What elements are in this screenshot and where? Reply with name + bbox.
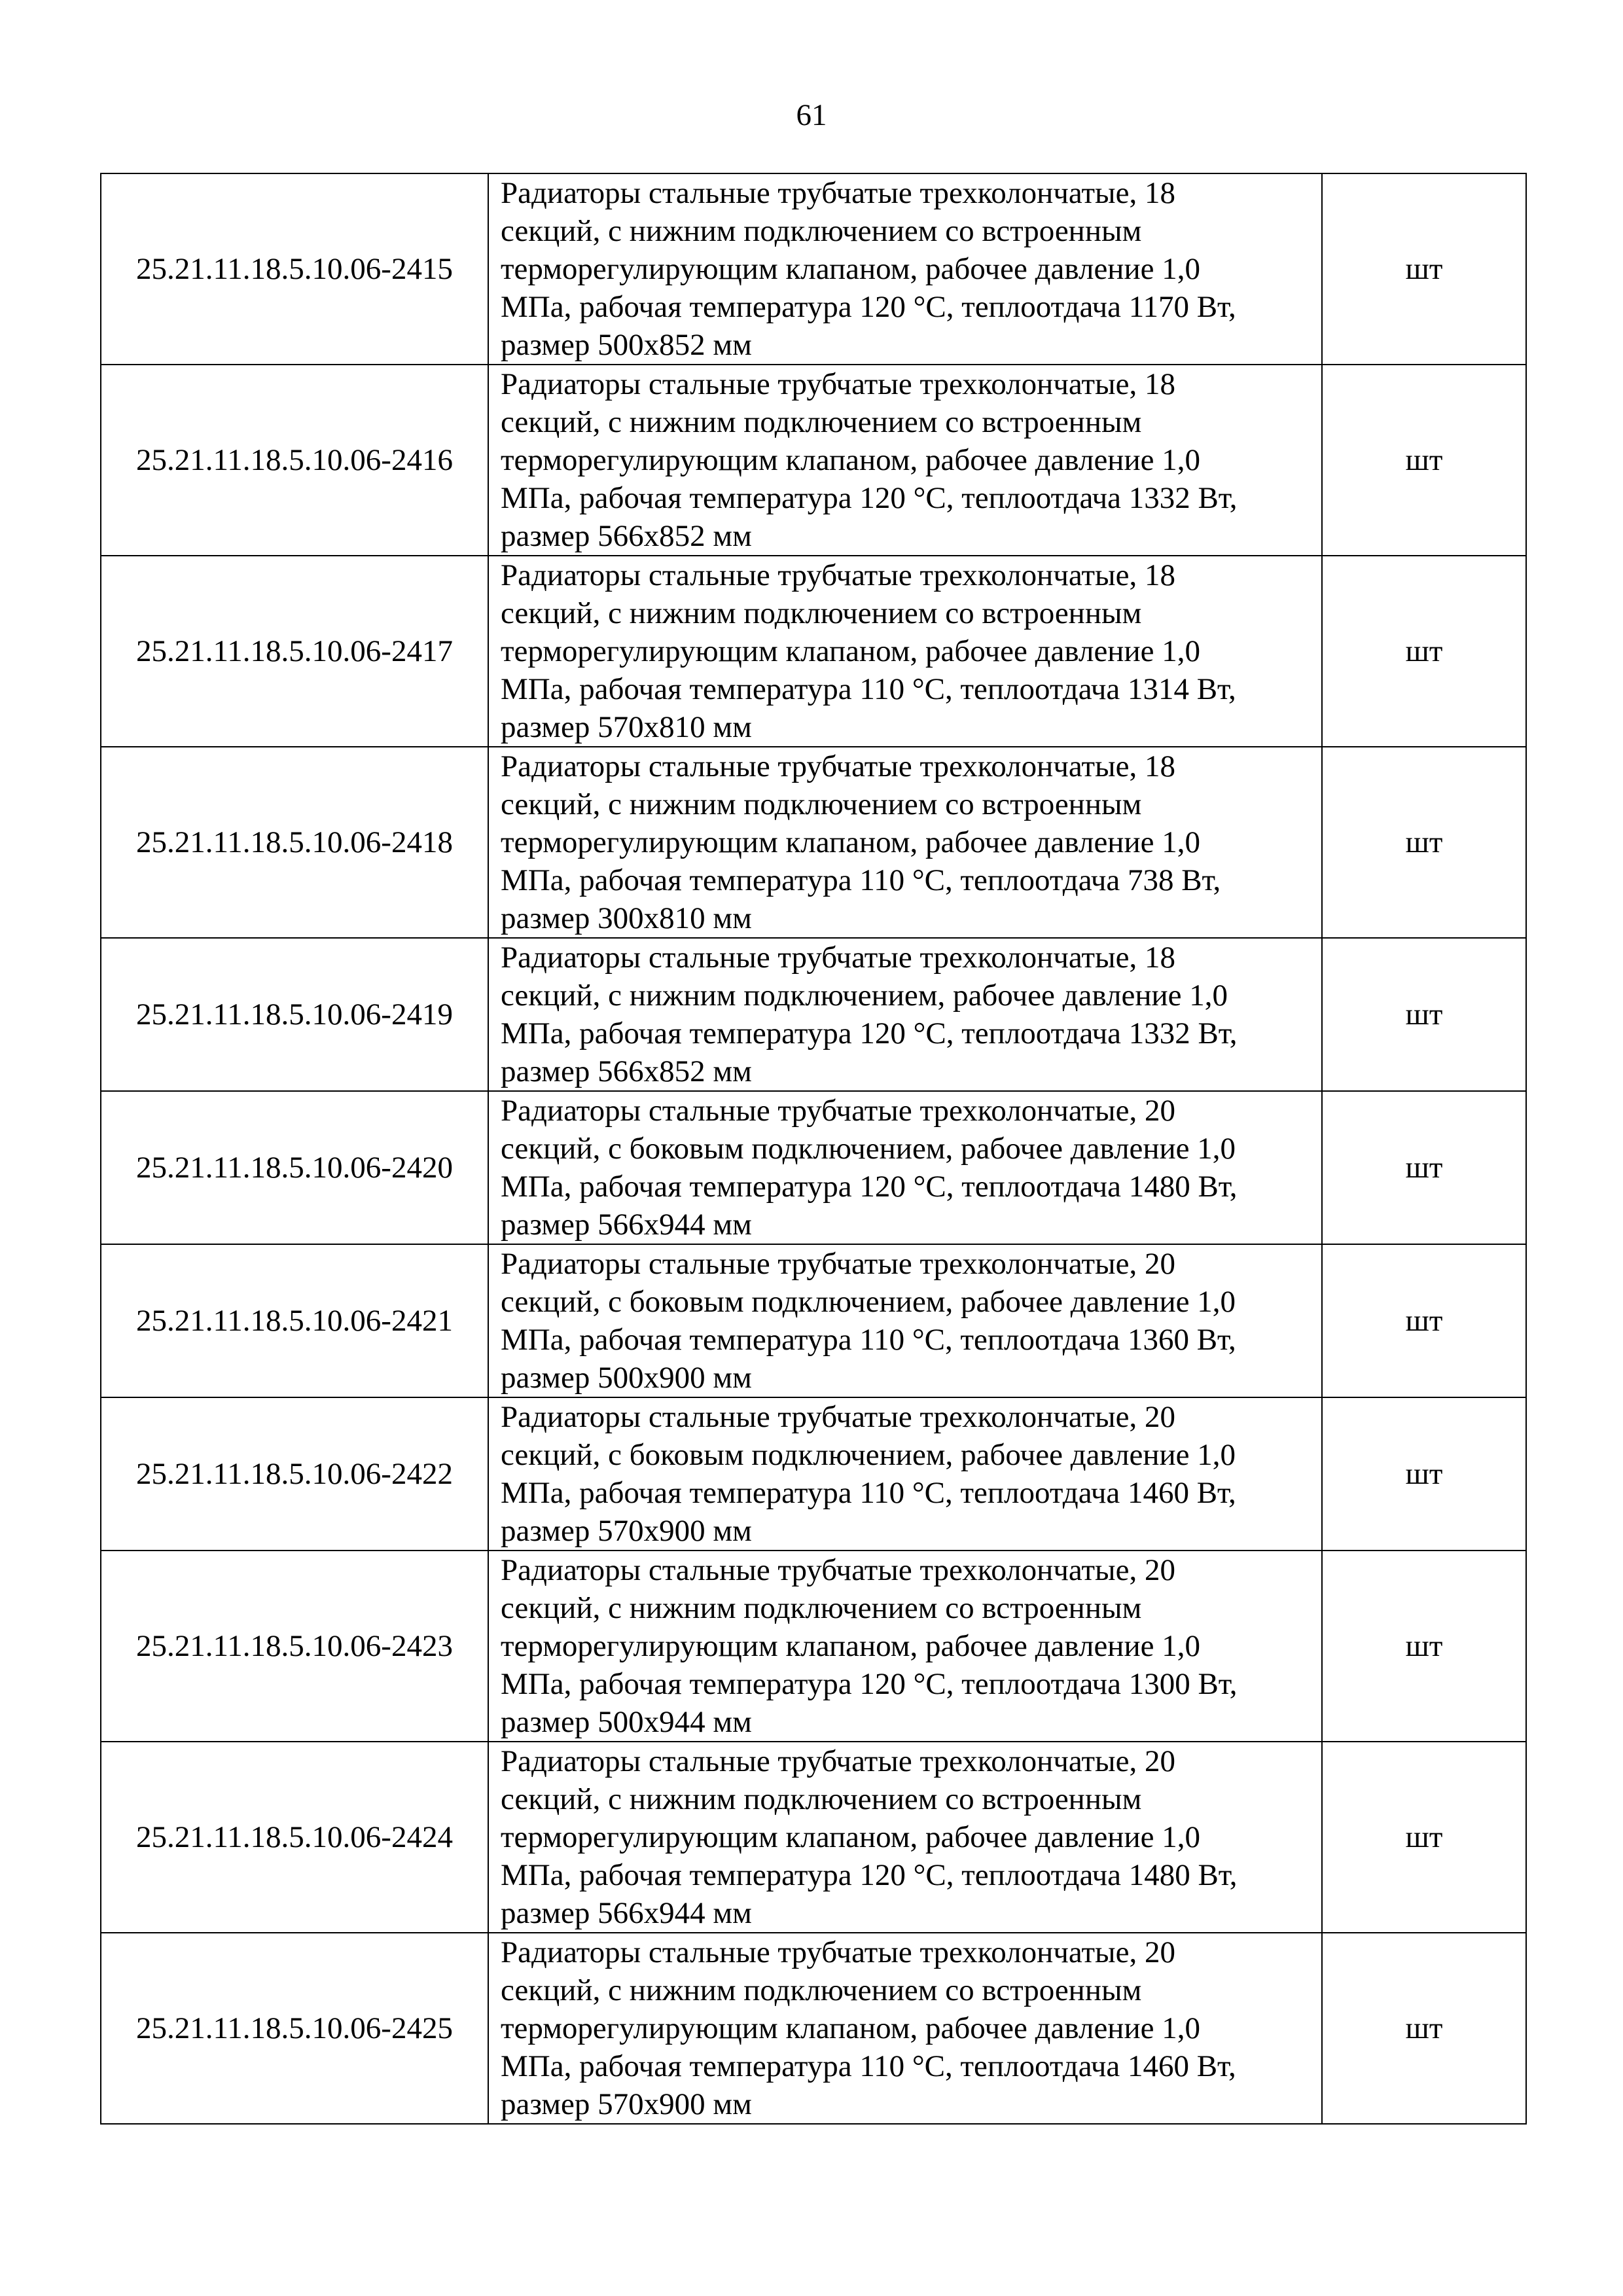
description-line: МПа, рабочая температура 120 °С, теплоотдача 1332 Вт, xyxy=(501,1016,1238,1050)
resource-description xyxy=(488,1933,1322,2124)
resource-code: 25.21.11.18.5.10.06-2418 xyxy=(101,747,488,938)
resource-code: 25.21.11.18.5.10.06-2424 xyxy=(101,1742,488,1933)
description-line: размер 566x944 мм xyxy=(501,1208,752,1242)
description-line: секций, с нижним подключением, рабочее давление 1,0 xyxy=(501,978,1228,1013)
table-row xyxy=(101,938,1526,1091)
resource-description xyxy=(488,1091,1322,1244)
unit-of-measure: шт xyxy=(1322,1091,1526,1244)
table-row xyxy=(101,1091,1526,1244)
description-line: Радиаторы стальные трубчатые трехколончатые, 20 xyxy=(501,1094,1175,1128)
resource-description xyxy=(488,173,1322,365)
description-line: МПа, рабочая температура 110 °С, теплоотдача 1314 Вт, xyxy=(501,672,1236,706)
description-line: МПа, рабочая температура 110 °С, теплоотдача 738 Вт, xyxy=(501,863,1221,897)
description-line: секций, с нижним подключением со встроенным xyxy=(501,405,1142,439)
description-line: секций, с нижним подключением со встроенным xyxy=(501,1591,1142,1625)
description-line: размер 566x852 мм xyxy=(501,519,752,553)
resource-description xyxy=(488,747,1322,938)
description-line: МПа, рабочая температура 110 °С, теплоотдача 1360 Вт, xyxy=(501,1323,1236,1357)
resource-code: 25.21.11.18.5.10.06-2420 xyxy=(101,1091,488,1244)
description-line: МПа, рабочая температура 110 °С, теплоотдача 1460 Вт, xyxy=(501,1476,1236,1510)
table-row xyxy=(101,747,1526,938)
description-line: терморегулирующим клапаном, рабочее давление 1,0 xyxy=(501,825,1200,859)
table-row xyxy=(101,556,1526,747)
resource-description xyxy=(488,556,1322,747)
description-line: Радиаторы стальные трубчатые трехколончатые, 20 xyxy=(501,1400,1175,1434)
description-line: размер 570x900 мм xyxy=(501,2087,752,2121)
resource-description xyxy=(488,1742,1322,1933)
unit-of-measure: шт xyxy=(1322,1397,1526,1551)
unit-of-measure: шт xyxy=(1322,747,1526,938)
table-row xyxy=(101,1244,1526,1397)
unit-of-measure: шт xyxy=(1322,1244,1526,1397)
description-line: Радиаторы стальные трубчатые трехколончатые, 18 xyxy=(501,176,1175,210)
description-line: МПа, рабочая температура 120 °С, теплоотдача 1480 Вт, xyxy=(501,1858,1238,1892)
table-row xyxy=(101,1933,1526,2124)
description-line: Радиаторы стальные трубчатые трехколончатые, 18 xyxy=(501,558,1175,592)
description-line: размер 570x810 мм xyxy=(501,710,752,744)
resource-description xyxy=(488,1397,1322,1551)
description-line: секций, с боковым подключением, рабочее давление 1,0 xyxy=(501,1438,1236,1472)
description-line: терморегулирующим клапаном, рабочее давление 1,0 xyxy=(501,634,1200,668)
resource-code: 25.21.11.18.5.10.06-2416 xyxy=(101,365,488,556)
table-row xyxy=(101,1397,1526,1551)
description-line: терморегулирующим клапаном, рабочее давление 1,0 xyxy=(501,1820,1200,1854)
resource-code: 25.21.11.18.5.10.06-2419 xyxy=(101,938,488,1091)
description-line: МПа, рабочая температура 120 °С, теплоотдача 1170 Вт, xyxy=(501,290,1236,324)
description-line: МПа, рабочая температура 110 °С, теплоотдача 1460 Вт, xyxy=(501,2049,1236,2083)
description-line: секций, с нижним подключением со встроенным xyxy=(501,214,1142,248)
description-line: секций, с нижним подключением со встроенным xyxy=(501,1782,1142,1816)
unit-of-measure: шт xyxy=(1322,365,1526,556)
description-line: Радиаторы стальные трубчатые трехколончатые, 20 xyxy=(501,1744,1175,1778)
description-line: размер 566x852 мм xyxy=(501,1054,752,1088)
unit-of-measure: шт xyxy=(1322,556,1526,747)
description-line: терморегулирующим клапаном, рабочее давление 1,0 xyxy=(501,1629,1200,1663)
description-line: МПа, рабочая температура 120 °С, теплоотдача 1480 Вт, xyxy=(501,1170,1238,1204)
description-line: терморегулирующим клапаном, рабочее давление 1,0 xyxy=(501,443,1200,477)
description-line: размер 500x852 мм xyxy=(501,328,752,362)
resource-code: 25.21.11.18.5.10.06-2425 xyxy=(101,1933,488,2124)
resource-description xyxy=(488,1551,1322,1742)
description-line: размер 500x900 мм xyxy=(501,1361,752,1395)
unit-of-measure: шт xyxy=(1322,173,1526,365)
unit-of-measure: шт xyxy=(1322,1933,1526,2124)
table-row xyxy=(101,365,1526,556)
table-row xyxy=(101,1742,1526,1933)
resource-code: 25.21.11.18.5.10.06-2415 xyxy=(101,173,488,365)
description-line: Радиаторы стальные трубчатые трехколончатые, 18 xyxy=(501,367,1175,401)
description-line: Радиаторы стальные трубчатые трехколончатые, 20 xyxy=(501,1935,1175,1969)
description-line: размер 500x944 мм xyxy=(501,1705,752,1739)
description-line: секций, с нижним подключением со встроенным xyxy=(501,787,1142,821)
table-row xyxy=(101,1551,1526,1742)
resource-description xyxy=(488,365,1322,556)
table-body xyxy=(101,173,1526,2124)
description-line: МПа, рабочая температура 120 °С, теплоотдача 1300 Вт, xyxy=(501,1667,1238,1701)
page-number: 61 xyxy=(796,98,827,132)
description-line: терморегулирующим клапаном, рабочее давление 1,0 xyxy=(501,2011,1200,2045)
description-line: Радиаторы стальные трубчатые трехколончатые, 18 xyxy=(501,749,1175,783)
description-line: размер 300x810 мм xyxy=(501,901,752,935)
description-line: Радиаторы стальные трубчатые трехколончатые, 20 xyxy=(501,1247,1175,1281)
resource-code: 25.21.11.18.5.10.06-2417 xyxy=(101,556,488,747)
description-line: Радиаторы стальные трубчатые трехколончатые, 18 xyxy=(501,941,1175,975)
description-line: Радиаторы стальные трубчатые трехколончатые, 20 xyxy=(501,1553,1175,1587)
description-line: размер 570x900 мм xyxy=(501,1514,752,1548)
resource-table xyxy=(100,173,1527,2125)
description-line: секций, с нижним подключением со встроенным xyxy=(501,596,1142,630)
description-line: секций, с боковым подключением, рабочее давление 1,0 xyxy=(501,1285,1236,1319)
resource-code: 25.21.11.18.5.10.06-2421 xyxy=(101,1244,488,1397)
resource-code: 25.21.11.18.5.10.06-2423 xyxy=(101,1551,488,1742)
description-line: МПа, рабочая температура 120 °С, теплоотдача 1332 Вт, xyxy=(501,481,1238,515)
description-line: секций, с нижним подключением со встроенным xyxy=(501,1973,1142,2007)
resource-description xyxy=(488,1244,1322,1397)
resource-code: 25.21.11.18.5.10.06-2422 xyxy=(101,1397,488,1551)
description-line: терморегулирующим клапаном, рабочее давление 1,0 xyxy=(501,252,1200,286)
unit-of-measure: шт xyxy=(1322,1551,1526,1742)
unit-of-measure: шт xyxy=(1322,1742,1526,1933)
unit-of-measure: шт xyxy=(1322,938,1526,1091)
resource-description xyxy=(488,938,1322,1091)
table-row xyxy=(101,173,1526,365)
description-line: секций, с боковым подключением, рабочее давление 1,0 xyxy=(501,1132,1236,1166)
description-line: размер 566x944 мм xyxy=(501,1896,752,1930)
